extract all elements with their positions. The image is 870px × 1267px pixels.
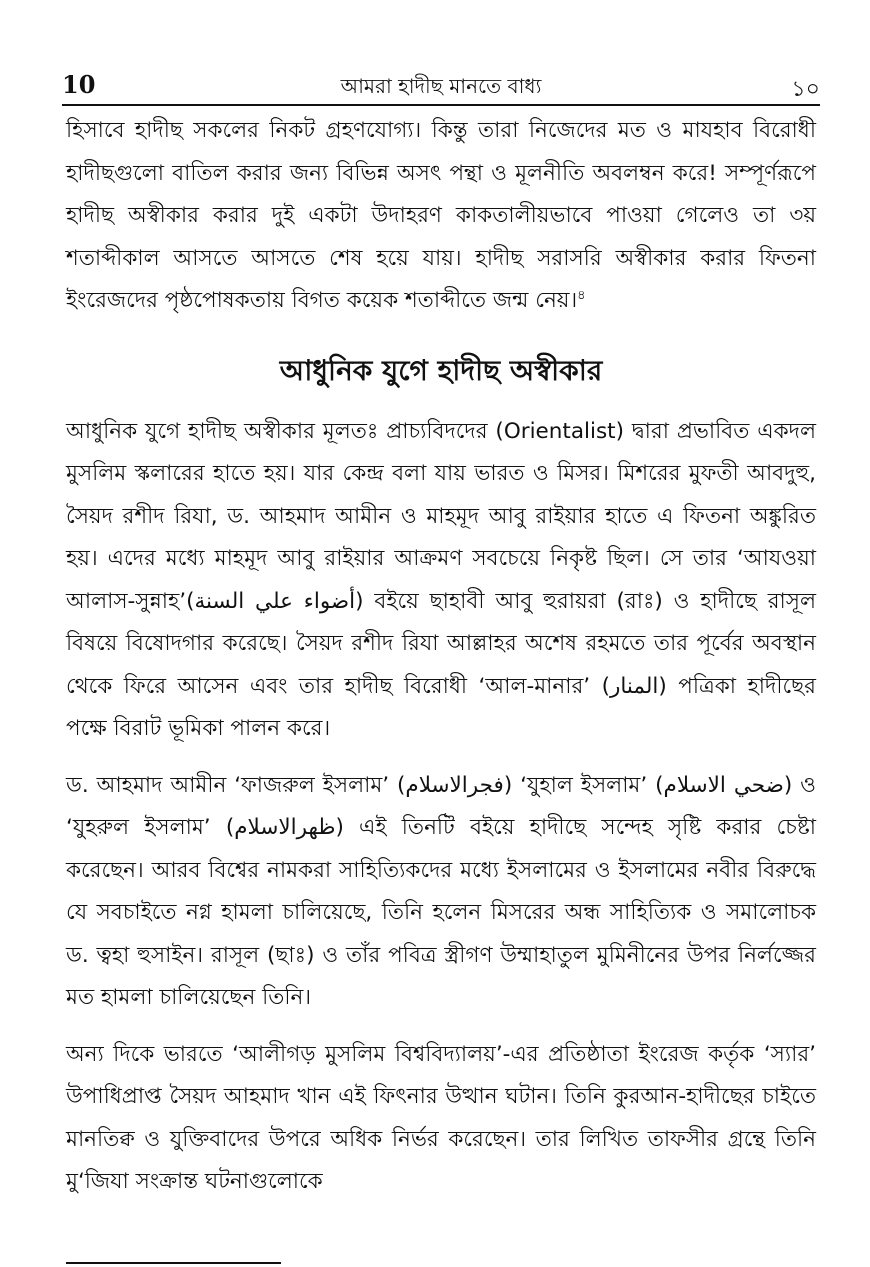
footnote-divider [66, 1262, 281, 1264]
intro-paragraph [66, 110, 816, 323]
page-body [66, 110, 816, 1218]
footnote-reference: ৪ [577, 287, 586, 303]
section-paragraph: অন্য দিকে ভারতে ‘আলীগড় মুসলিম বিশ্ববিদ্যালয়’-এর প্রতিষ্ঠাতা ইংরেজ কর্তৃক ‘স্যার’ উপাধিপ্রাপ্ত সৈয়দ আহমাদ খান এই ফিৎনার উত্থান ঘটান। তিনি কুরআন-হাদীছের চাইতে মানতিক্ব ও যুক্তিবাদের উপরে অধিক নির্ভর করেছেন। তার লিখিত তাফসীর গ্রন্থে তিনি মু‘জিযা সংক্রান্ত ঘটনাগুলোকে [66, 1041, 816, 1194]
page-number-right: ১০ [791, 77, 820, 102]
page-number-left: 10 [62, 70, 96, 99]
section-heading: আধুনিক যুগে হাদীছ অস্বীকার [279, 353, 603, 387]
page-header [62, 70, 820, 106]
section-paragraph: আধুনিক যুগে হাদীছ অস্বীকার মূলতঃ প্রাচ্যবিদদের (Orientalist) দ্বারা প্রভাবিত একদল মুসলিম স্কলারের হাতে হয়। যার কেন্দ্র বলা যায় ভারত ও মিসর। মিশরের মুফতী আবদুহু, সৈয়দ রশীদ রিযা, ড. আহমাদ আমীন ও মাহমূদ আবু রাইয়ার হাতে এ ফিতনা অঙ্কুরিত হয়। এদের মধ্যে মাহমূদ আবু রাইয়ার আক্রমণ সবচেয়ে নিকৃষ্ট ছিল। সে তার ‘আযওয়া আলাস-সুন্নাহ’(أضواء علي السنة) বইয়ে ছাহাবী আবু হুরায়রা (রাঃ) ও হাদীছে রাসূল বিষয়ে বিষোদগার করেছে। সৈয়দ রশীদ রিযা আল্লাহর অশেষ রহমতে তার পূর্বের অবস্থান থেকে ফিরে আসেন এবং তার হাদীছ বিরোধী ‘আল-মানার’ (المنار) পত্রিকা হাদীছের পক্ষে বিরাট ভূমিকা পালন করে। [66, 418, 816, 741]
intro-paragraph-text: হিসাবে হাদীছ সকলের নিকট গ্রহণযোগ্য। কিন্তু তারা নিজেদের মত ও মাযহাব বিরোধী হাদীছগুলো বাতিল করার জন্য বিভিন্ন অসৎ পন্থা ও মূলনীতি অবলম্বন করে! সম্পূর্ণরূপে হাদীছ অস্বীকার করার দুই একটা উদাহরণ কাকতালীয়ভাবে পাওয়া গেলেও তা ৩য় শতাব্দীকাল আসতে আসতে শেষ হয়ে যায়। হাদীছ সরাসরি অস্বীকার করার ফিতনা ইংরেজদের পৃষ্ঠপোষকতায় বিগত কয়েক শতাব্দীতে জন্ম নেয়। [66, 118, 816, 313]
section-paragraph: ড. আহমাদ আমীন ‘ফাজরুল ইসলাম’ (فجرالاسلام) ‘যুহাল ইসলাম’ (ضحي الاسلام) ও ‘যুহরুল ইসলাম’ (ظهرالاسلام) এই তিনটি বইয়ে হাদীছে সন্দেহ সৃষ্টি করার চেষ্টা করেছেন। আরব বিশ্বের নামকরা সাহিত্যিকদের মধ্যে ইসলামের ও ইসলামের নবীর বিরুদ্ধে যে সবচাইতে নগ্ন হামলা চালিয়েছে, তিনি হলেন মিসরের অন্ধ সাহিত্যিক ও সমালোচক ড. ত্বহা হুসাইন। রাসূল (ছাঃ) ও তাঁর পবিত্র স্ত্রীগণ উম্মাহাতুল মুমিনীনের উপর নির্লজ্জের মত হামলা চালিয়েছেন তিনি। [66, 772, 816, 1010]
running-title: আমরা হাদীছ মানতে বাধ্য [340, 74, 542, 98]
